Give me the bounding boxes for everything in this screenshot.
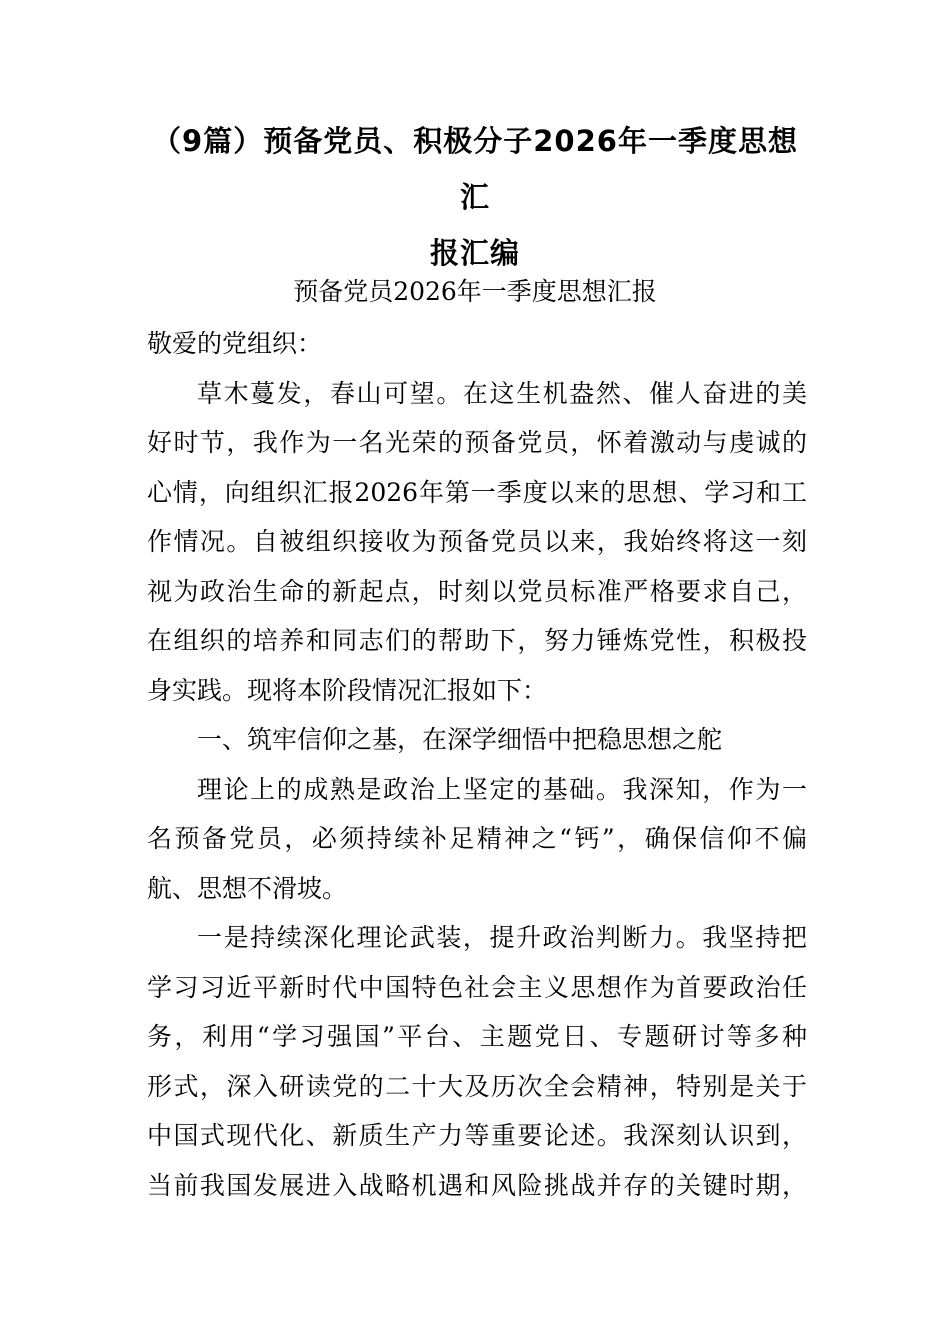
paragraph-line: 务，利用“学习强国”平台、主题党日、专题研讨等多种: [147, 1022, 807, 1051]
paragraph-line: 身实践。现将本阶段情况汇报如下：: [147, 675, 548, 705]
title-line-1: （9篇）预备党员、积极分子2026年一季度思想汇: [152, 124, 798, 214]
paragraph-line: 中国式现代化、新质生产力等重要论述。我深刻认识到，: [147, 1121, 807, 1150]
section-subtitle: 预备党员2026年一季度思想汇报: [293, 277, 657, 306]
paragraph-line: 草木蔓发，春山可望。在这生机盎然、催人奋进的美: [197, 378, 807, 408]
document-title: [140, 113, 810, 281]
paragraph-line: 作情况。自被组织接收为预备党员以来，我始终将这一刻: [147, 527, 807, 556]
section-heading: 一、筑牢信仰之基，在深学细悟中把稳思想之舵: [197, 725, 723, 754]
paragraph-line: 当前我国发展进入战略机遇和风险挑战并存的关键时期，: [147, 1170, 807, 1200]
paragraph-line: 一是持续深化理论武装，提升政治判断力。我坚持把: [197, 923, 807, 952]
paragraph-line: 心情，向组织汇报2026年第一季度以来的思想、学习和工: [147, 477, 807, 507]
paragraph-line: 视为政治生命的新起点，时刻以党员标准严格要求自己，: [147, 576, 807, 606]
paragraph-line: 学习习近平新时代中国特色社会主义思想作为首要政治任: [147, 972, 807, 1002]
paragraph-line: 理论上的成熟是政治上坚定的基础。我深知，作为一: [197, 774, 807, 804]
salutation: 敬爱的党组织：: [147, 329, 323, 358]
paragraph-line: 好时节，我作为一名光荣的预备党员，怀着激动与虔诚的: [147, 428, 807, 457]
paragraph-line: 形式，深入研读党的二十大及历次全会精神，特别是关于: [147, 1071, 807, 1101]
paragraph-line: 航、思想不滑坡。: [147, 873, 348, 903]
paragraph-line: 在组织的培养和同志们的帮助下，努力锤炼党性，积极投: [147, 626, 807, 655]
paragraph-line: 名预备党员，必须持续补足精神之“钙”，确保信仰不偏: [147, 824, 807, 853]
title-line-2: 报汇编: [429, 236, 520, 270]
document-body: [147, 319, 807, 1210]
